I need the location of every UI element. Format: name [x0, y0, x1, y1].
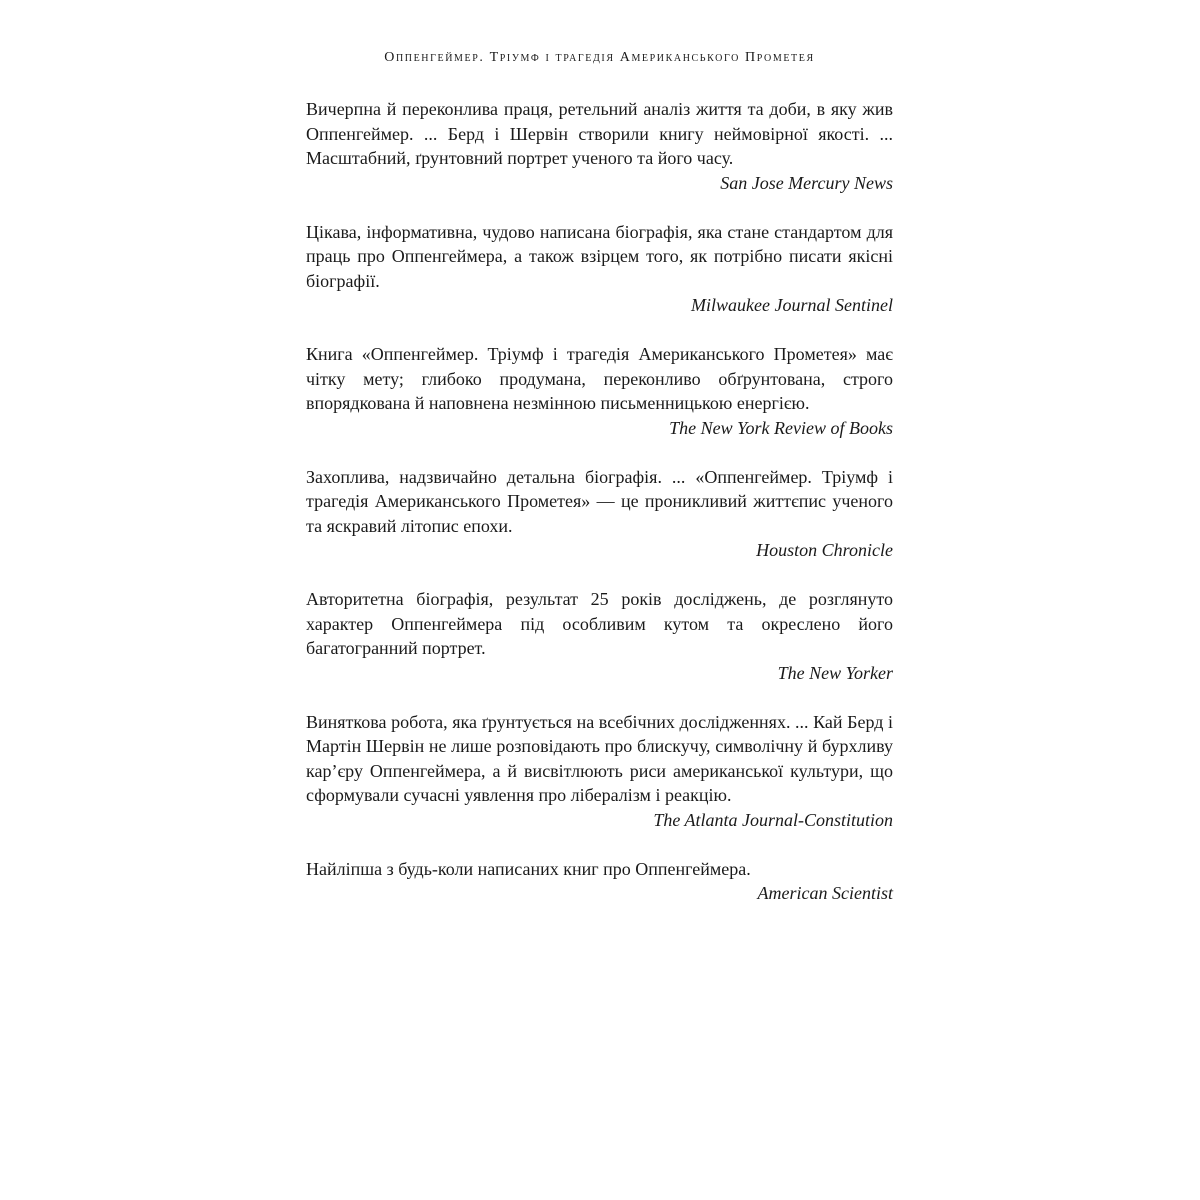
blurb-source: The Atlanta Journal-Constitution	[653, 809, 893, 830]
blurb-text: Найліпша з будь-коли написаних книг про Оппенгеймера.	[306, 858, 751, 879]
blurb-text: Вичерпна й переконлива праця, ретельний аналіз життя та доби, в яку жив Оппенгеймер. ... Берд і Шервін створили книгу неймовірної якості. ... Масштабний, ґрунтовний портрет ученого та його часу.	[306, 99, 893, 168]
review-blurb	[306, 220, 893, 318]
blurb-source: San Jose Mercury News	[720, 172, 893, 193]
blurb-text: Захоплива, надзвичайно детальна біографія. ... «Оппенгеймер. Тріумф і трагедія Американського Прометея» — це проникливий життєпис ученого та яскравий літопис епохи.	[306, 466, 893, 536]
review-blurb	[306, 587, 893, 685]
blurb-source: Houston Chronicle	[756, 540, 893, 560]
review-blurbs	[306, 97, 893, 930]
blurb-text: Цікава, інформативна, чудово написана біографія, яка стане стандартом для праць про Оппенгеймера, а також взірцем того, як потрібно писати якісні біографії.	[306, 221, 893, 291]
blurb-source: The New Yorker	[777, 662, 893, 683]
blurb-text: Виняткова робота, яка ґрунтується на всебічних дослідженнях. ... Кай Берд і Мартін Шервін не лише розповідають про блискучу, символічну й бурхливу кар’єру Оппенгеймера, а й висвітлюють риси американської культури, що сформували сучасні уявлення про лібералізм і реакцію.	[306, 711, 893, 805]
review-blurb	[306, 97, 893, 195]
blurb-text: Книга «Оппенгеймер. Тріумф і трагедія Американського Прометея» має чітку мету; глибоко продумана, переконливо обґрунтована, строго впорядкована й наповнена незмінною письменницькою енергією.	[306, 344, 893, 413]
blurb-source: Milwaukee Journal Sentinel	[691, 295, 893, 315]
running-head: Оппенгеймер. Тріумф і трагедія Американського Прометея	[384, 50, 815, 65]
review-blurb	[306, 465, 893, 563]
review-blurb	[306, 710, 893, 833]
blurb-source: American Scientist	[757, 883, 893, 903]
review-blurb	[306, 342, 893, 440]
review-blurb	[306, 857, 893, 906]
blurb-source: The New York Review of Books	[669, 417, 893, 438]
blurb-text: Авторитетна біографія, результат 25 років досліджень, де розглянуто характер Оппенгеймера під особливим кутом та окреслено його багатогранний портрет.	[306, 589, 893, 658]
